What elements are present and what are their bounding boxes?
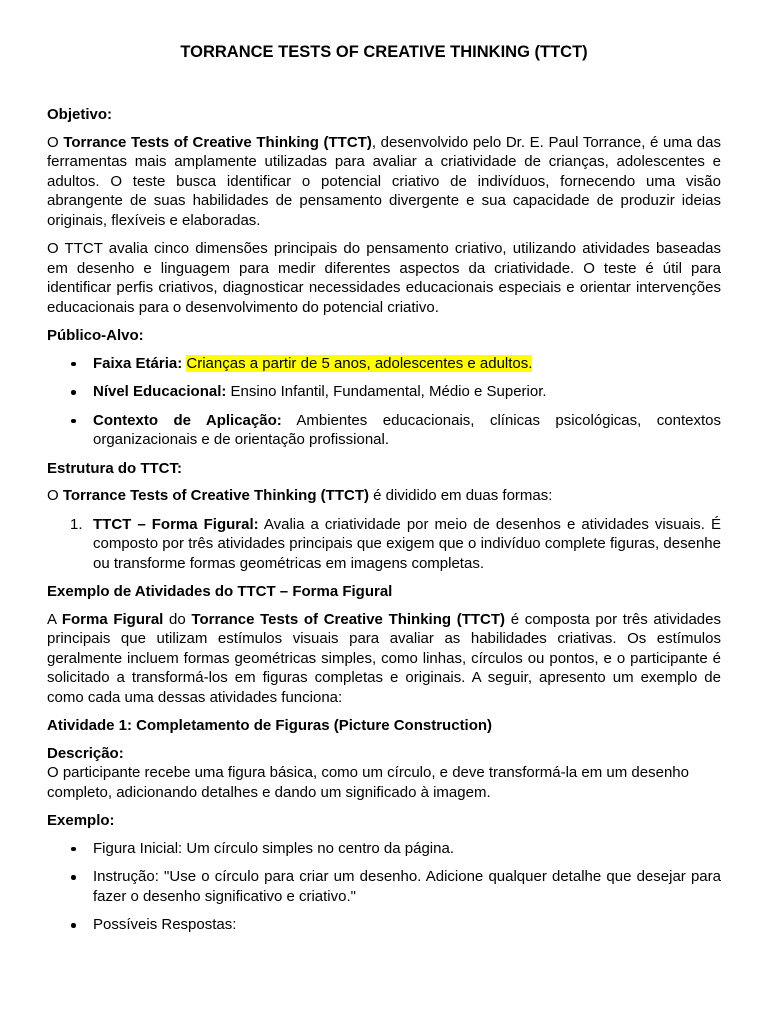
list-item-faixa-etaria [93, 354, 721, 374]
text-span: é dividido em duas formas: [369, 487, 553, 504]
text-span: A [47, 610, 62, 628]
descricao-text: O participante recebe uma figura básica, como um círculo, e deve transformá-la em um desenho completo, adicionando detalhes e dando um significado à imagem. [47, 764, 689, 801]
item-label: Contexto de Aplicação: [93, 411, 282, 429]
atividade1-heading: Atividade 1: Completamento de Figuras (Picture Construction) [47, 717, 493, 734]
descricao-heading: Descrição: [47, 744, 124, 762]
exemplo-atividades-paragraph [47, 610, 721, 708]
list-item-nivel-educacional [93, 382, 721, 402]
item-label: Faixa Etária: [93, 354, 183, 372]
exemplo-list [47, 839, 721, 935]
estrutura-heading: Estrutura do TTCT: [47, 459, 182, 477]
item-text: Ambientes educacionais, clínicas psicológicas, contextos organizacionais e de orientação profissional. [93, 411, 721, 448]
item-label: Nível Educacional: [93, 383, 227, 400]
objetivo-paragraph-1 [47, 133, 721, 231]
bold-test-name: Torrance Tests of Creative Thinking (TTCT) [62, 487, 369, 504]
list-item-instrucao: Instrução: "Use o círculo para criar um desenho. Adicione qualquer detalhe que desejar para fazer o desenho significativo e criativo." [93, 868, 721, 905]
text-span: , desenvolvido pelo Dr. E. Paul Torrance, é uma das ferramentas mais amplamente utilizadas para avaliar a criatividade de crianças, adolescentes e adultos. O teste busca identificar o potencial criativo de indivíduos, fornecendo uma visão abrangente de suas habilidades de pensamento divergente e sua capacidade de produzir ideias originais, flexíveis e elaboradas. [47, 133, 721, 229]
list-item-figura-inicial: Figura Inicial: Um círculo simples no centro da página. [93, 839, 721, 859]
text-span: é composta por três atividades principais que utilizam estímulos visuais para avaliar as habilidades criativas. Os estímulos geralmente incluem formas geométricas simples, como linhas, círculos ou pontos, e o participante é solicitado a transformá-los em figuras completas e originais. A seguir, apresento um exemplo de como cada uma dessas atividades funciona: [47, 610, 721, 706]
exemplo-atividades-heading: Exemplo de Atividades do TTCT – Forma Figural [47, 583, 393, 600]
list-item-possiveis-respostas: Possíveis Respostas: [93, 915, 721, 935]
estrutura-list [47, 515, 721, 574]
bold-test-name: Torrance Tests of Creative Thinking (TTCT) [191, 610, 506, 628]
objetivo-heading: Objetivo: [47, 106, 113, 123]
objetivo-paragraph-2: O TTCT avalia cinco dimensões principais do pensamento criativo, utilizando atividades baseadas em desenho e linguagem para medir diferentes aspectos da criatividade. O teste é útil para identificar perfis criativos, diagnosticar necessidades educacionais especiais e orientar intervenções educacionais para o desenvolvimento do potencial criativo. [47, 240, 721, 316]
text-span: do [163, 610, 192, 628]
item-text: Avalia a criatividade por meio de desenhos e atividades visuais. É composto por três atividades principais que exigem que o indivíduo complete figuras, desenhe ou transforme formas geométricas em imagens completas. [93, 515, 721, 572]
list-number: 1. [70, 515, 83, 533]
exemplo-heading: Exemplo: [47, 812, 115, 829]
publico-list [47, 354, 721, 450]
bold-test-name: Torrance Tests of Creative Thinking (TTCT) [63, 133, 372, 151]
text-span: O [47, 133, 64, 151]
publico-heading: Público-Alvo: [47, 327, 144, 344]
estrutura-paragraph [47, 486, 721, 506]
bold-forma-figural: Forma Figural [61, 610, 164, 628]
list-item-contexto-aplicacao [93, 411, 721, 450]
document-title: TORRANCE TESTS OF CREATIVE THINKING (TTCT) [180, 43, 588, 61]
item-text: Ensino Infantil, Fundamental, Médio e Superior. [226, 383, 547, 400]
text-span: O [47, 487, 63, 504]
highlighted-text: Crianças a partir de 5 anos, adolescentes e adultos. [186, 354, 533, 372]
item-label: TTCT – Forma Figural: [93, 515, 259, 533]
list-item-forma-figural [70, 515, 721, 574]
